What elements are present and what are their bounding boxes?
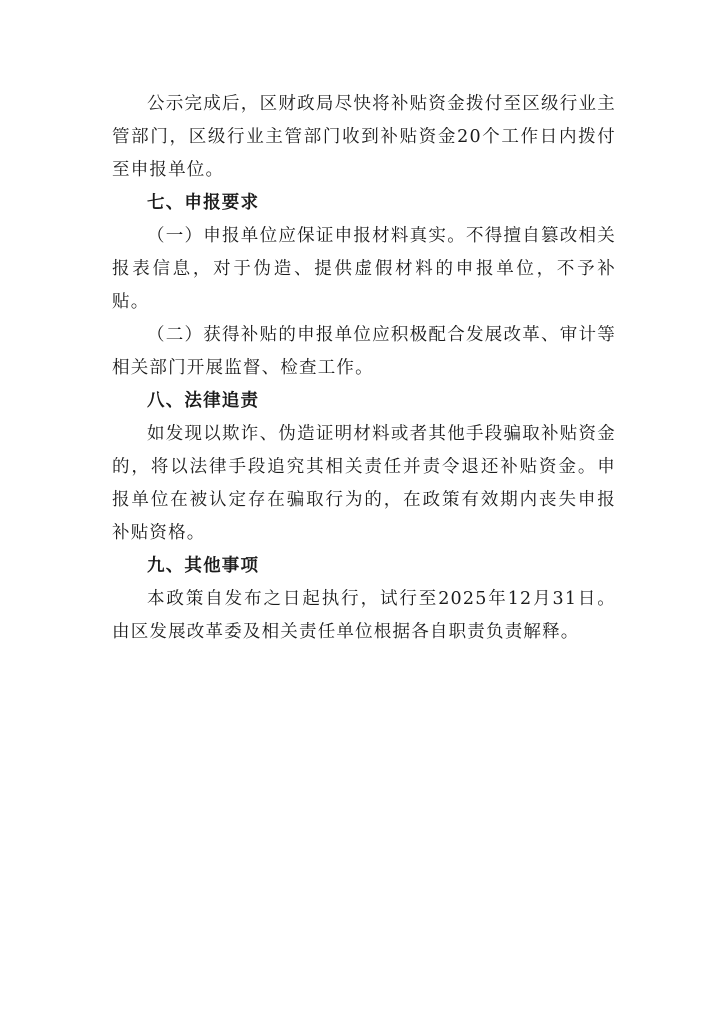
section-7-item-2: （二）获得补贴的申报单位应积极配合发展改革、审计等相关部门开展监督、检查工作。 <box>112 325 616 378</box>
section-7-item-1: （一）申报单位应保证申报材料真实。不得擅自篡改相关报表信息，对于伪造、提供虚假材料的申报单位，不予补贴。 <box>112 226 616 312</box>
section-9-heading: 九、其他事项 <box>147 556 260 576</box>
document-page <box>112 88 616 649</box>
section-7-heading: 七、申报要求 <box>147 193 260 213</box>
section-9-paragraph: 本政策自发布之日起执行，试行至2025年12月31日。由区发展改革委及相关责任单位根据各自职责负责解释。 <box>112 589 616 642</box>
section-8-paragraph: 如发现以欺诈、伪造证明材料或者其他手段骗取补贴资金的，将以法律手段追究其相关责任并责令退还补贴资金。申报单位在被认定存在骗取行为的，在政策有效期内丧失申报补贴资格。 <box>112 424 616 543</box>
intro-paragraph: 公示完成后，区财政局尽快将补贴资金拨付至区级行业主管部门，区级行业主管部门收到补贴资金20个工作日内拨付至申报单位。 <box>112 94 616 180</box>
section-8-heading: 八、法律追责 <box>147 391 260 411</box>
